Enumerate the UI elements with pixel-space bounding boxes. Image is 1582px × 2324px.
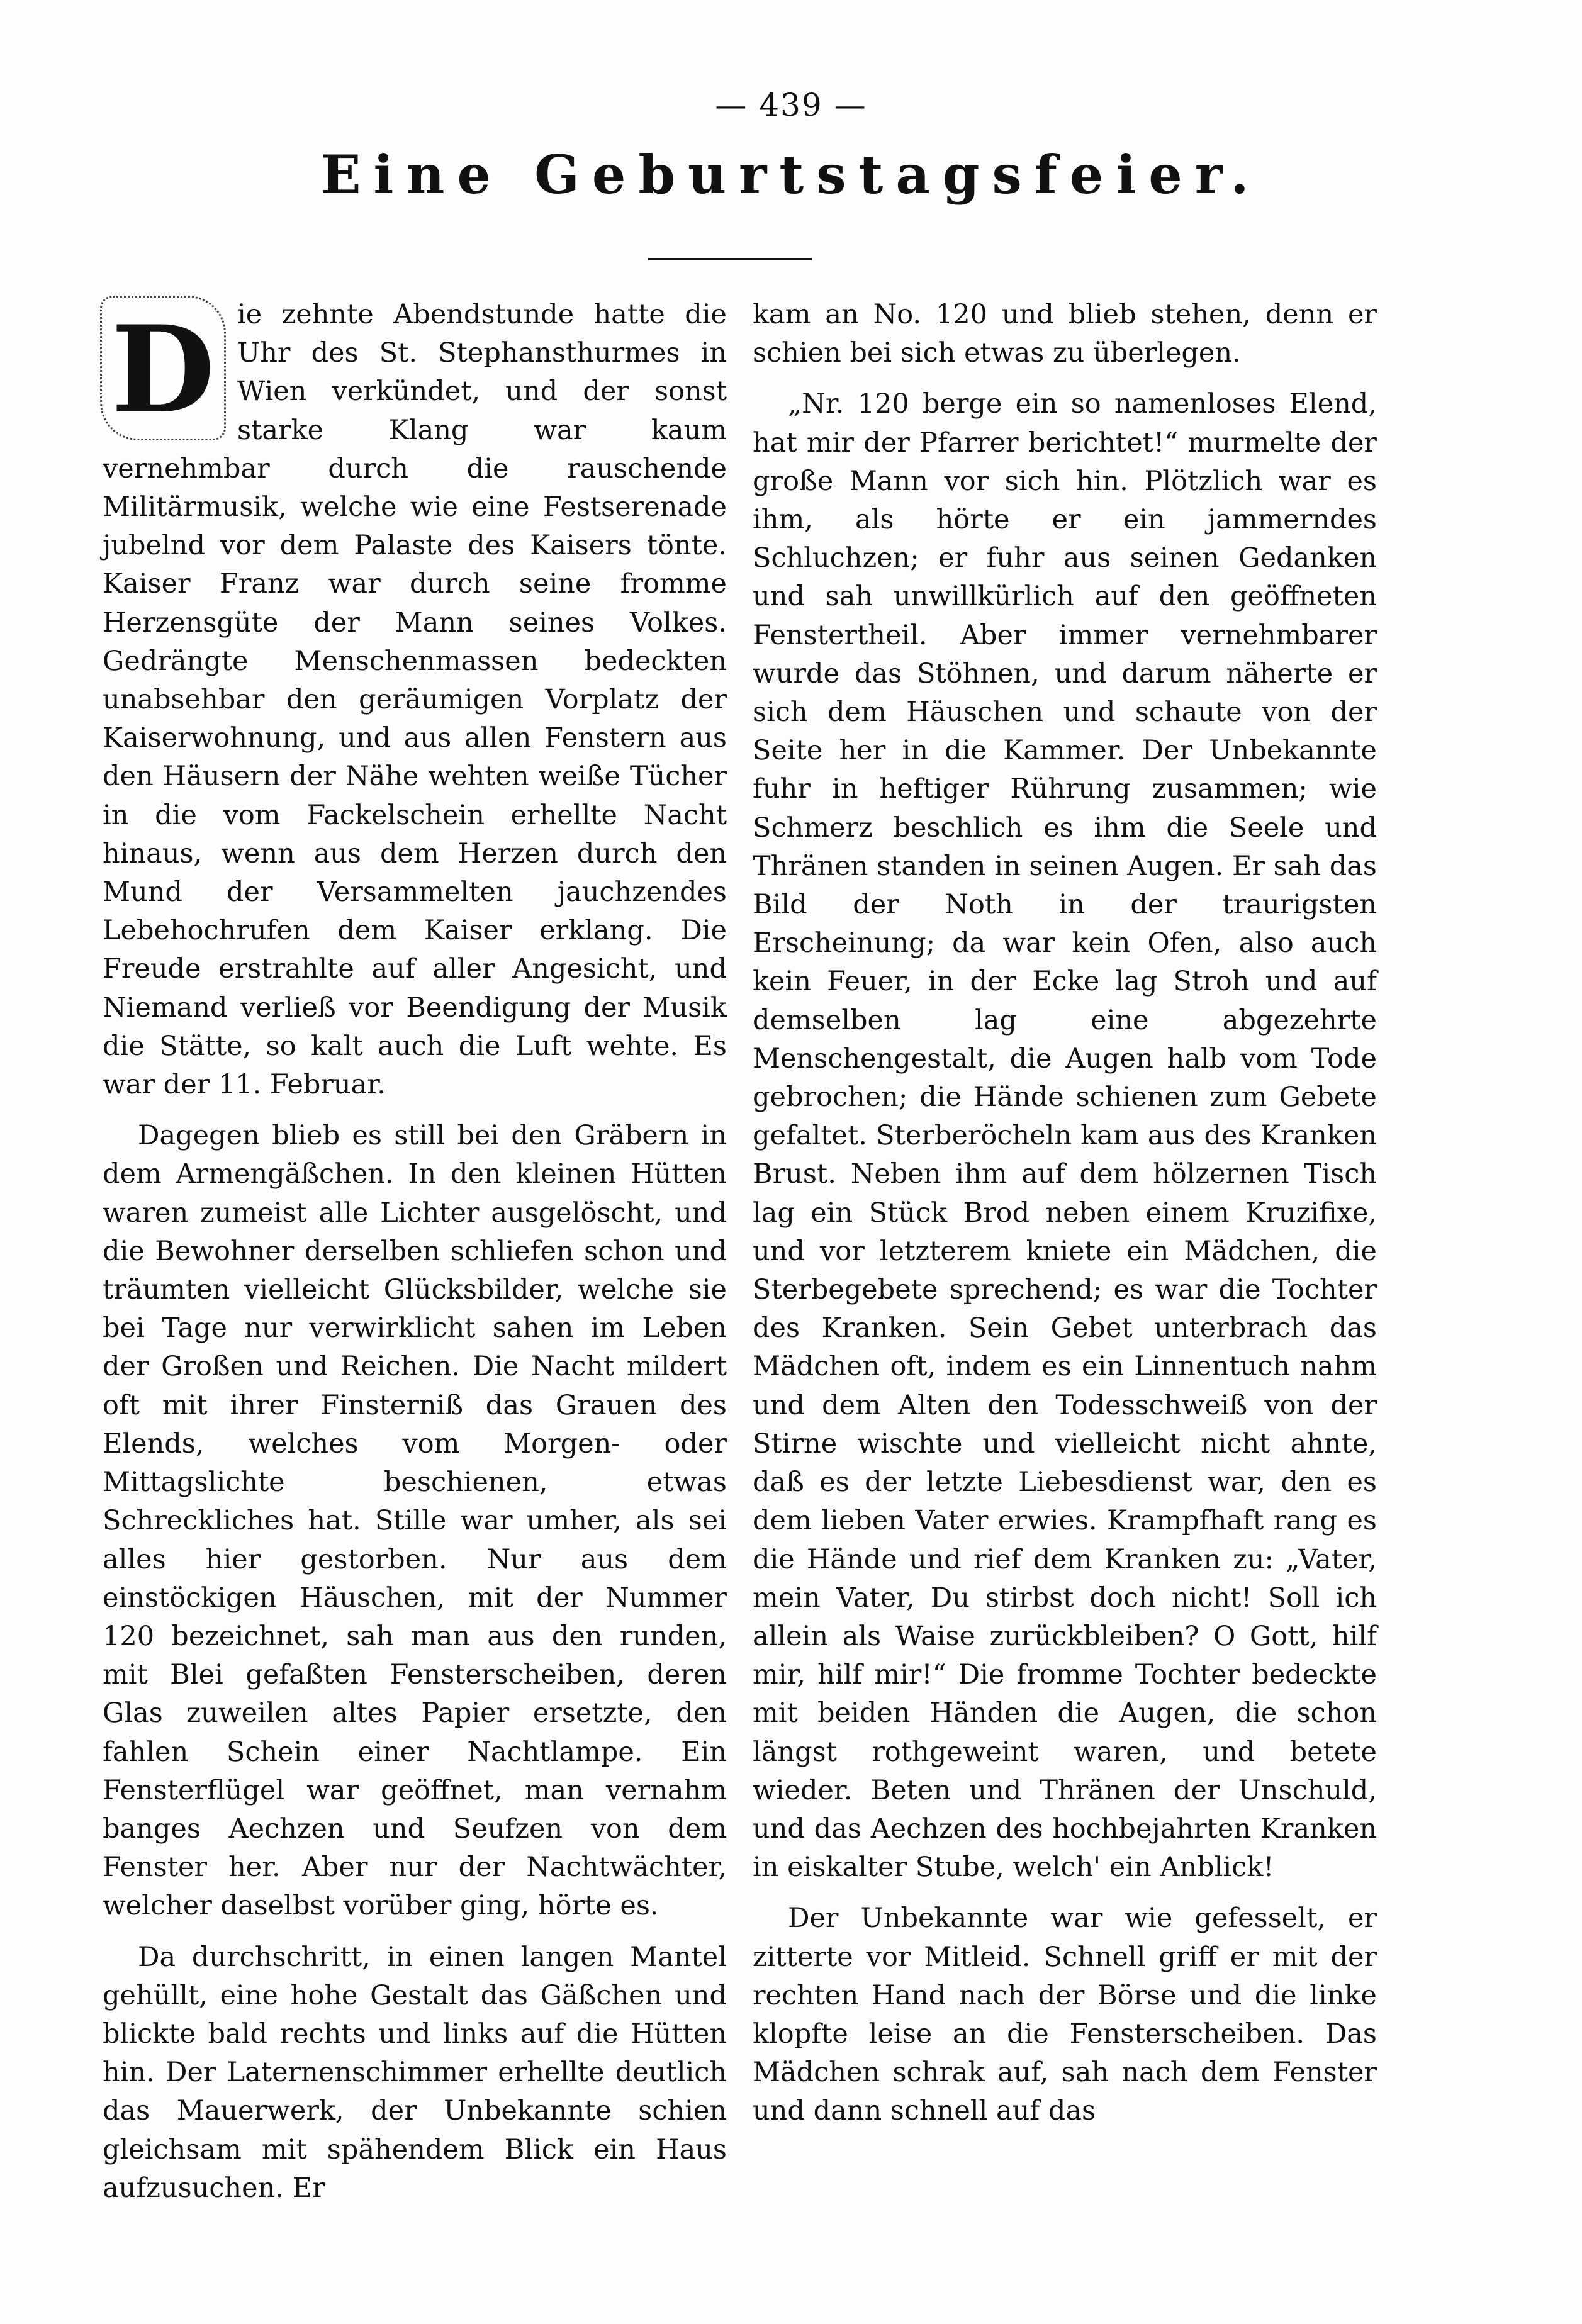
paragraph-4: „Nr. 120 berge ein so namenloses Elend, hat mir der Pfarrer berichtet!“ murmelte der große Mann vor sich hin. Plötzlich war es ihm, als hörte er ein jammerndes Schluchzen; er fuhr aus seinen Gedanken und sah unwillkürlich auf den geöffneten Fenstertheil. Aber immer vernehmbarer wurde das Stöhnen, und darum näherte er sich dem Häuschen und schaute von der Seite her in die Kammer. Der Unbekannte fuhr in heftiger Rührung zusammen; wie Schmerz beschlich es ihm die Seele und Thränen standen in seinen Augen. Er sah das Bild der Noth in der traurigsten Erscheinung; da war kein Ofen, also auch kein Feuer, in der Ecke lag Stroh und auf demselben lag eine abgezehrte Menschengestalt, die Augen halb vom Tode gebrochen; die Hände schienen zum Gebete gefaltet. Sterberöcheln kam aus des Kranken Brust. Neben ihm auf dem hölzernen Tisch lag ein Stück Brod neben einem Kruzifixe, und vor letzterem kniete ein Mädchen, die Sterbegebete sprechend; es war die Tochter des Kranken. Sein Gebet unterbrach das Mädchen oft, indem es ein Linnentuch nahm und dem Alten den Todesschweiß von der Stirne wischte und vielleicht nicht ahnte, daß es der letzte Liebesdienst war, den es dem lieben Vater erwies. Krampfhaft rang es die Hände und rief dem Kranken zu: „Vater, mein Vater, Du stirbst doch nicht! Soll ich allein als Waise zurückbleiben? O Gott, hilf mir, hilf mir!“ Die fromme Tochter bedeckte mit beiden Händen die Augen, die schon längst rothgeweint waren, und betete wieder. Beten und Thränen der Unschuld, und das Aechzen des hochbejahrten Kranken in eiskalter Stube, welch' ein Anblick!: [753, 388, 1377, 1884]
chapter-title: Eine Geburtstagsfeier.: [320, 143, 1262, 206]
dropcap-letter: D: [111, 299, 215, 440]
page-number: — 439 —: [715, 87, 867, 123]
paragraph-1: [103, 296, 727, 1104]
paragraph-5: Der Unbekannte war wie gefesselt, er zitterte vor Mitleid. Schnell griff er mit der rechten Hand nach der Börse und die linke klopfte leise an die Fensterscheiben. Das Mädchen schrak auf, sah nach dem Fenster und dann schnell auf das: [753, 1902, 1377, 2127]
paragraph-1-text: ie zehnte Abendstunde hatte die Uhr des St. Stephansthurmes in Wien verkündet, und der sonst starke Klang war kaum vernehmbar durch die rauschende Militärmusik, welche wie eine Festserenade jubelnd vor dem Palaste des Kaisers tönte. Kaiser Franz war durch seine fromme Herzensgüte der Mann seines Volkes. Gedrängte Menschenmassen bedeckten unabsehbar den geräumigen Vorplatz der Kaiserwohnung, und aus allen Fenstern aus den Häusern der Nähe wehten weiße Tücher in die vom Fackelschein erhellte Nacht hinaus, wenn aus dem Herzen durch den Mund der Versammelten jauchzendes Lebehochrufen dem Kaiser erklang. Die Freude erstrahlte auf aller Angesicht, und Niemand verließ vor Beendigung der Musik die Stätte, so kalt auch die Luft wehte. Es war der 11. Februar.: [103, 299, 727, 1101]
title-divider: [648, 258, 812, 260]
left-column: [103, 296, 727, 2220]
ornamental-dropcap: [100, 296, 226, 440]
paragraph-3-continued: kam an No. 120 und blieb stehen, denn er schien bei sich etwas zu überlegen.: [753, 299, 1377, 369]
paragraph-3: Da durchschritt, in einen langen Mantel gehüllt, eine hohe Gestalt das Gäßchen und blickte bald rechts und links auf die Hütten hin. Der Laternenschimmer erhellte deutlich das Mauerwerk, der Unbekannte schien gleichsam mit spähendem Blick ein Haus aufzusuchen. Er: [103, 1941, 727, 2204]
paragraph-2: Dagegen blieb es still bei den Gräbern in dem Armengäßchen. In den kleinen Hütten waren zumeist alle Lichter ausgelöscht, und die Bewohner derselben schliefen schon und träumten vielleicht Glücksbilder, welche sie bei Tage nur verwirklicht sahen im Leben der Großen und Reichen. Die Nacht mildert oft mit ihrer Finsterniß das Grauen des Elends, welches vom Morgen- oder Mittagslichte beschienen, etwas Schreckliches hat. Stille war umher, als sei alles hier gestorben. Nur aus dem einstöckigen Häuschen, mit der Nummer 120 bezeichnet, sah man aus den runden, mit Blei gefaßten Fensterscheiben, deren Glas zuweilen altes Papier ersetzte, den fahlen Schein einer Nachtlampe. Ein Fensterflügel war geöffnet, man vernahm banges Aechzen und Seufzen von dem Fenster her. Aber nur der Nachtwächter, welcher daselbst vorüber ging, hörte es.: [103, 1120, 727, 1922]
right-column: [753, 296, 1377, 2143]
